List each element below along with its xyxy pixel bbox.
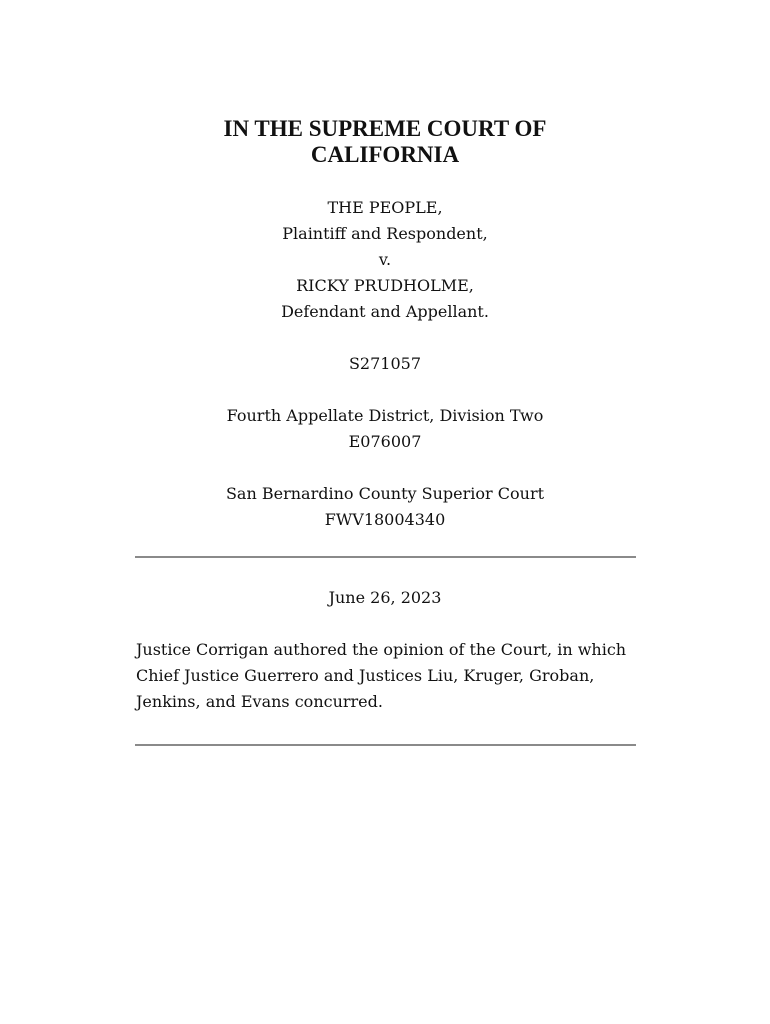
superior-court: San Bernardino County Superior Court <box>225 484 545 503</box>
authorship-line-3: Jenkins, and Evans concurred. <box>136 692 383 711</box>
superior-case-number: FWV18004340 <box>324 510 446 529</box>
divider-top <box>135 556 636 558</box>
defendant-name: RICKY PRUDHOLME, <box>296 276 474 295</box>
plaintiff-name: THE PEOPLE, <box>327 198 443 217</box>
divider-bottom <box>135 744 636 746</box>
court-heading-line-1: IN THE SUPREME COURT OF <box>223 116 547 141</box>
defendant-role: Defendant and Appellant. <box>281 302 489 321</box>
case-number: S271057 <box>348 354 422 373</box>
authorship-line-1: Justice Corrigan authored the opinion of the Court, in which <box>136 640 627 659</box>
appellate-district: Fourth Appellate District, Division Two <box>226 406 544 425</box>
appellate-case-number: E076007 <box>348 432 422 451</box>
decision-date: June 26, 2023 <box>328 588 442 607</box>
versus: v. <box>378 250 392 269</box>
plaintiff-role: Plaintiff and Respondent, <box>282 224 488 243</box>
authorship-line-2: Chief Justice Guerrero and Justices Liu, Kruger, Groban, <box>136 666 595 685</box>
court-heading-line-2: CALIFORNIA <box>310 142 460 167</box>
